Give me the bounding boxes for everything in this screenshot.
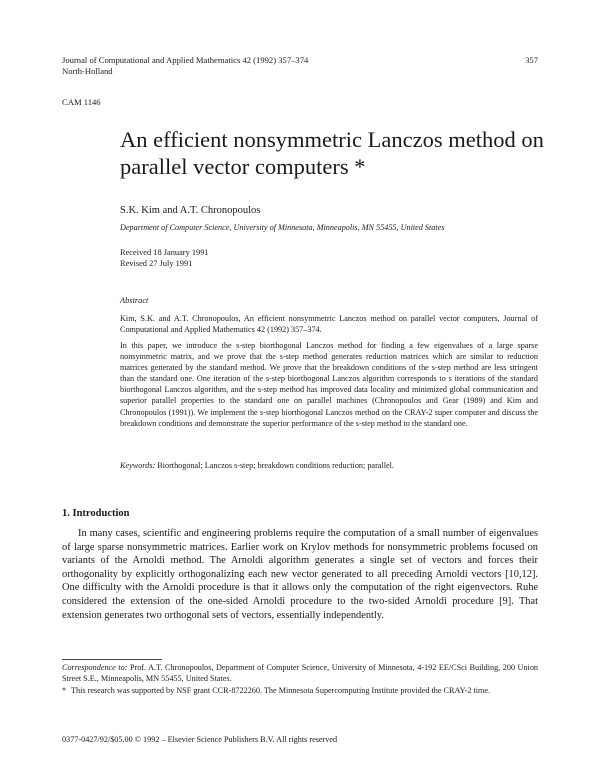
footnote-rule bbox=[62, 659, 162, 660]
abstract-body: In this paper, we introduce the s-step biorthogonal Lanczos method for finding a few eigenvalues of a large sparse nonsymmetric matrix, and we prove that the s-step method generates reduction matrices which are similar to reduction matrices generated by the standard method. We prove that the breakdown conditions of the s-step method are less stringent than the standard one. One iteration of the s-step biorthogonal Lanczos algorithm corresponds to s iterations of the standard biorthogonal Lanczos algorithm, and the s-step method has improved data locality and minimized global communication and superior parallel properties to the standard one on parallel machines (Chronopoulos and Gear (1989) and Kim and Chronopoulos (1991)). We implement the s-step biorthogonal Lanczos method on the CRAY-2 super computer and discuss the breakdown conditions and demonstrate the superior performance of the s-step method to the standard one. bbox=[120, 341, 538, 428]
journal-line-2: North-Holland bbox=[62, 66, 113, 76]
paper-title: An efficient nonsymmetric Lanczos method on parallel vector computers * bbox=[120, 127, 544, 179]
abstract-heading: Abstract bbox=[120, 296, 149, 305]
correspondence-label: Correspondence to: bbox=[62, 663, 128, 672]
funding-text: This research was supported by NSF grant CCR-8722260. The Minnesota Supercomputing Institute provided the CRAY-2 time. bbox=[71, 686, 491, 695]
page-number: 357 bbox=[525, 55, 538, 65]
article-id: CAM 1146 bbox=[62, 97, 101, 107]
footnote-funding bbox=[62, 686, 538, 697]
received-date: Received 18 January 1991 bbox=[120, 248, 209, 257]
journal-citation bbox=[62, 55, 308, 77]
dates bbox=[120, 247, 209, 269]
footnote-mark: * bbox=[62, 686, 67, 695]
abstract-citation: Kim, S.K. and A.T. Chronopoulos, An efficient nonsymmetric Lanczos method on parallel vector computers, Journal of Computational and Applied Mathematics 42 (1992) 357–374. bbox=[120, 314, 538, 334]
section-heading: 1. Introduction bbox=[62, 508, 130, 519]
authors: S.K. Kim and A.T. Chronopoulos bbox=[120, 205, 261, 216]
introduction-body: In many cases, scientific and engineering problems require the computation of a small number of eigenvalues of large sparse nonsymmetric matrices. Earlier work on Krylov methods for nonsymmetric problems focused on variants of the Arnoldi method. The Arnoldi algorithm generates a single set of vectors and forces their orthogonality by explicitly orthogonalizing each new vector generated to all preceding Arnoldi vectors [10,12]. One difficulty with the Arnoldi procedure is that it allows only the computation of the right eigenvectors. Ruhe considered the extension of the one-sided Arnoldi procedure to the two-sided Arnoldi procedure [9]. That extension generates two orthogonal sets of vectors, essentially independently. bbox=[62, 528, 538, 621]
keywords-text: Biorthogonal; Lanczos s-step; breakdown conditions reduction; parallel. bbox=[157, 461, 394, 470]
copyright-line: 0377-0427/92/$05.00 © 1992 – Elsevier Science Publishers B.V. All rights reserved bbox=[62, 735, 338, 744]
keywords bbox=[120, 461, 538, 470]
keywords-label: Keywords: bbox=[120, 461, 156, 470]
affiliation: Department of Computer Science, University of Minnesota, Minneapolis, MN 55455, United States bbox=[120, 223, 445, 232]
correspondence-text: Prof. A.T. Chronopoulos, Department of Computer Science, University of Minnesota, 4-192 EE/CSci Building, 200 Union Street S.E., Minneapolis, MN 55455, United States. bbox=[62, 663, 539, 683]
footnote-correspondence bbox=[62, 663, 538, 684]
journal-line-1: Journal of Computational and Applied Mathematics 42 (1992) 357–374 bbox=[62, 55, 309, 65]
revised-date: Revised 27 July 1991 bbox=[120, 259, 193, 268]
